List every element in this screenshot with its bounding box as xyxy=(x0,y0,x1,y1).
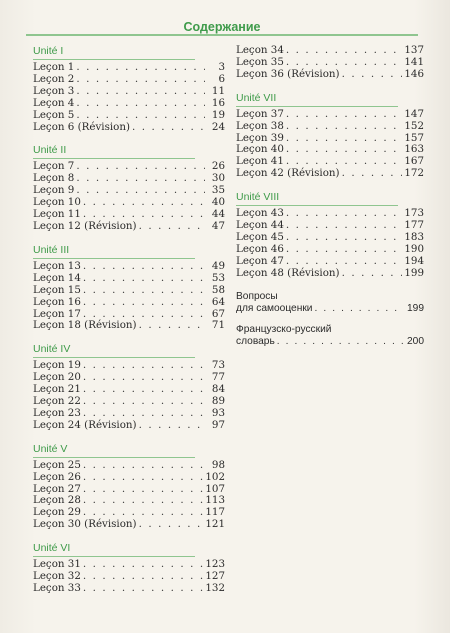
entry-page-number: 121 xyxy=(205,518,225,531)
entry-page-number: 190 xyxy=(404,242,424,255)
unit-heading: Unité III xyxy=(33,244,195,259)
entry-page-number: 6 xyxy=(218,72,225,85)
dot-leader xyxy=(286,220,402,232)
appendix-entry[interactable] xyxy=(236,324,424,348)
dot-leader xyxy=(286,109,402,121)
entry-label: Leçon 41 xyxy=(236,155,284,168)
entry-page-number: 152 xyxy=(404,119,424,132)
entry-page-number: 141 xyxy=(404,55,424,68)
appendix-subtitle: для самооценки xyxy=(236,302,313,314)
toc-entry[interactable] xyxy=(33,273,225,285)
entry-page-number: 146 xyxy=(404,67,424,80)
toc-entry[interactable] xyxy=(33,221,225,233)
dot-leader xyxy=(83,460,205,472)
entry-page-number: 93 xyxy=(211,406,225,419)
entry-page-number: 199 xyxy=(404,266,424,279)
entry-page-number: 58 xyxy=(211,283,225,296)
dot-leader xyxy=(83,583,203,595)
dot-leader xyxy=(286,208,402,220)
dot-leader xyxy=(83,273,205,285)
entry-page-number: 67 xyxy=(211,307,225,320)
entry-page-number: 163 xyxy=(404,143,424,156)
dot-leader xyxy=(83,396,205,408)
entry-page-number: 89 xyxy=(211,395,225,408)
entry-page-number: 194 xyxy=(404,254,424,267)
dot-leader xyxy=(139,221,205,233)
toc-entry[interactable] xyxy=(236,256,424,268)
toc-entry[interactable] xyxy=(33,460,225,472)
entry-label: Leçon 38 xyxy=(236,119,284,132)
appendix-row xyxy=(236,303,424,315)
toc-entry[interactable] xyxy=(33,583,225,595)
toc-entry[interactable] xyxy=(33,261,225,273)
toc-entry[interactable] xyxy=(33,285,225,297)
entry-page-number: 35 xyxy=(211,184,225,197)
entry-page-number: 97 xyxy=(211,418,225,431)
entry-label: Leçon 39 xyxy=(236,131,284,144)
entry-page-number: 172 xyxy=(404,167,424,180)
entry-page-number: 98 xyxy=(211,458,225,471)
toc-entry[interactable] xyxy=(236,244,424,256)
dot-leader xyxy=(83,571,203,583)
entry-label: Leçon 43 xyxy=(236,207,284,220)
dot-leader xyxy=(132,122,205,134)
entry-page-number: 44 xyxy=(211,208,225,221)
entry-page-number: 30 xyxy=(211,172,225,185)
dot-leader xyxy=(76,62,205,74)
toc-entry[interactable] xyxy=(33,86,225,98)
entry-label: Leçon 21 xyxy=(33,383,81,396)
entry-page-number: 71 xyxy=(211,319,225,332)
dot-leader xyxy=(286,256,402,268)
entry-label: Leçon 46 xyxy=(236,242,284,255)
entry-label: Leçon 40 xyxy=(236,143,284,156)
dot-leader xyxy=(286,133,402,145)
toc-entry[interactable] xyxy=(33,420,225,432)
entry-page-number: 40 xyxy=(211,196,225,209)
entry-label: Leçon 27 xyxy=(33,482,81,495)
unit-continuation xyxy=(236,45,424,81)
entry-page-number: 177 xyxy=(404,219,424,232)
entry-label: Leçon 16 xyxy=(33,295,81,308)
toc-entry[interactable] xyxy=(33,98,225,110)
unit-section xyxy=(33,244,225,332)
entry-page-number: 16 xyxy=(211,96,225,109)
toc-entry[interactable] xyxy=(236,268,424,280)
entry-page-number: 200 xyxy=(407,335,424,347)
entry-label: Leçon 23 xyxy=(33,406,81,419)
dot-leader xyxy=(139,420,205,432)
header-rule xyxy=(26,34,418,36)
dot-leader xyxy=(83,297,205,309)
entry-label: Leçon 26 xyxy=(33,470,81,483)
entry-page-number: 26 xyxy=(211,160,225,173)
entry-page-number: 173 xyxy=(404,207,424,220)
entry-label: Leçon 9 xyxy=(33,184,75,197)
dot-leader xyxy=(76,173,205,185)
appendix-title: Французско-русский xyxy=(236,323,332,335)
entry-page-number: 64 xyxy=(211,295,225,308)
dot-leader xyxy=(83,384,205,396)
unit-heading: Unité IV xyxy=(33,343,195,358)
entry-label: Leçon 2 xyxy=(33,72,75,85)
dot-leader xyxy=(76,161,205,173)
entry-label: Leçon 5 xyxy=(33,108,75,121)
toc-entry[interactable] xyxy=(33,472,225,484)
entry-label: Leçon 25 xyxy=(33,458,81,471)
entry-page-number: 157 xyxy=(404,131,424,144)
dot-leader xyxy=(83,472,203,484)
dot-leader xyxy=(277,336,404,348)
dot-leader xyxy=(76,74,205,86)
dot-leader xyxy=(342,268,403,280)
dot-leader xyxy=(83,495,203,507)
entry-page-number: 24 xyxy=(211,120,225,133)
entry-page-number: 11 xyxy=(211,84,225,97)
entry-label: Leçon 34 xyxy=(236,44,284,56)
entry-label: Leçon 36 (Révision) xyxy=(236,67,340,80)
unit-heading: Unité VIII xyxy=(236,191,398,206)
unit-section xyxy=(33,542,225,595)
entry-label: Leçon 6 (Révision) xyxy=(33,120,131,133)
dot-leader xyxy=(315,303,405,315)
entry-page-number: 3 xyxy=(218,61,225,73)
entry-label: Leçon 18 (Révision) xyxy=(33,319,137,332)
toc-entry[interactable] xyxy=(33,110,225,122)
entry-page-number: 47 xyxy=(211,219,225,232)
entry-label: Leçon 28 xyxy=(33,494,81,507)
appendix-title: Вопросы xyxy=(236,290,278,302)
entry-label: Leçon 22 xyxy=(33,395,81,408)
entry-label: Leçon 1 xyxy=(33,61,75,73)
entry-label: Leçon 14 xyxy=(33,271,81,284)
toc-entry[interactable] xyxy=(33,320,225,332)
dot-leader xyxy=(76,185,205,197)
entry-page-number: 107 xyxy=(205,482,225,495)
entry-label: Leçon 15 xyxy=(33,283,81,296)
toc-entry[interactable] xyxy=(33,122,225,134)
appendix-subtitle: словарь xyxy=(236,335,275,347)
dot-leader xyxy=(286,121,402,133)
entry-label: Leçon 29 xyxy=(33,506,81,519)
entry-label: Leçon 4 xyxy=(33,96,75,109)
dot-leader xyxy=(83,261,205,273)
dot-leader xyxy=(76,86,205,98)
entry-page-number: 84 xyxy=(211,383,225,396)
dot-leader xyxy=(83,197,205,209)
unit-section xyxy=(236,191,424,279)
entry-page-number: 53 xyxy=(211,271,225,284)
entry-label: Leçon 20 xyxy=(33,371,81,384)
dot-leader xyxy=(83,285,205,297)
entry-label: Leçon 30 (Révision) xyxy=(33,518,137,531)
entry-page-number: 199 xyxy=(407,302,424,314)
dot-leader xyxy=(83,360,205,372)
toc-entry[interactable] xyxy=(236,69,424,81)
dot-leader xyxy=(83,559,203,571)
toc-entry[interactable] xyxy=(33,519,225,531)
entry-page-number: 127 xyxy=(205,570,225,583)
entry-label: Leçon 10 xyxy=(33,196,81,209)
dot-leader xyxy=(286,232,402,244)
entry-label: Leçon 13 xyxy=(33,259,81,272)
dot-leader xyxy=(286,144,402,156)
entry-label: Leçon 37 xyxy=(236,107,284,120)
entry-label: Leçon 12 (Révision) xyxy=(33,219,137,232)
entry-label: Leçon 35 xyxy=(236,55,284,68)
unit-heading: Unité VI xyxy=(33,542,195,557)
unit-heading: Unité V xyxy=(33,443,195,458)
dot-leader xyxy=(342,69,403,81)
entry-label: Leçon 17 xyxy=(33,307,81,320)
entry-label: Leçon 7 xyxy=(33,160,75,173)
toc-entry[interactable] xyxy=(236,121,424,133)
entry-label: Leçon 24 (Révision) xyxy=(33,418,137,431)
entry-label: Leçon 45 xyxy=(236,230,284,243)
dot-leader xyxy=(76,110,205,122)
toc-entry[interactable] xyxy=(236,168,424,180)
dot-leader xyxy=(286,244,402,256)
toc-column-right xyxy=(236,45,424,356)
dot-leader xyxy=(139,320,205,332)
dot-leader xyxy=(139,519,204,531)
entry-page-number: 137 xyxy=(404,44,424,56)
entry-label: Leçon 44 xyxy=(236,219,284,232)
dot-leader xyxy=(76,98,205,110)
unit-section xyxy=(33,343,225,431)
unit-heading: Unité I xyxy=(33,45,195,60)
unit-section xyxy=(33,443,225,531)
dot-leader xyxy=(83,372,205,384)
entry-page-number: 19 xyxy=(211,108,225,121)
unit-section xyxy=(33,45,225,133)
entry-page-number: 102 xyxy=(205,470,225,483)
entry-label: Leçon 47 xyxy=(236,254,284,267)
entry-label: Leçon 42 (Révision) xyxy=(236,167,340,180)
unit-section xyxy=(33,144,225,232)
unit-section xyxy=(236,92,424,180)
entry-page-number: 123 xyxy=(205,558,225,571)
entry-label: Leçon 11 xyxy=(33,208,81,221)
entry-label: Leçon 48 (Révision) xyxy=(236,266,340,279)
entry-label: Leçon 19 xyxy=(33,359,81,372)
appendix-row xyxy=(236,336,424,348)
toc-entry[interactable] xyxy=(236,109,424,121)
entry-page-number: 117 xyxy=(205,506,225,519)
entry-page-number: 147 xyxy=(404,107,424,120)
dot-leader xyxy=(286,45,402,57)
entry-page-number: 183 xyxy=(404,230,424,243)
entry-label: Leçon 31 xyxy=(33,558,81,571)
toc-header xyxy=(26,16,418,35)
dot-leader xyxy=(83,484,203,496)
entry-label: Leçon 32 xyxy=(33,570,81,583)
unit-heading: Unité VII xyxy=(236,92,398,107)
unit-heading: Unité II xyxy=(33,144,195,159)
entry-label: Leçon 33 xyxy=(33,582,81,594)
dot-leader xyxy=(342,168,403,180)
entry-label: Leçon 3 xyxy=(33,84,75,97)
entry-page-number: 49 xyxy=(211,259,225,272)
appendix-entry[interactable] xyxy=(236,291,424,315)
entry-page-number: 167 xyxy=(404,155,424,168)
page-title: Содержание xyxy=(183,20,261,34)
entry-page-number: 77 xyxy=(211,371,225,384)
entry-page-number: 113 xyxy=(205,494,225,507)
entry-label: Leçon 8 xyxy=(33,172,75,185)
toc-entry[interactable] xyxy=(33,297,225,309)
entry-page-number: 73 xyxy=(211,359,225,372)
toc-column-left xyxy=(33,45,225,606)
entry-page-number: 132 xyxy=(205,582,225,594)
